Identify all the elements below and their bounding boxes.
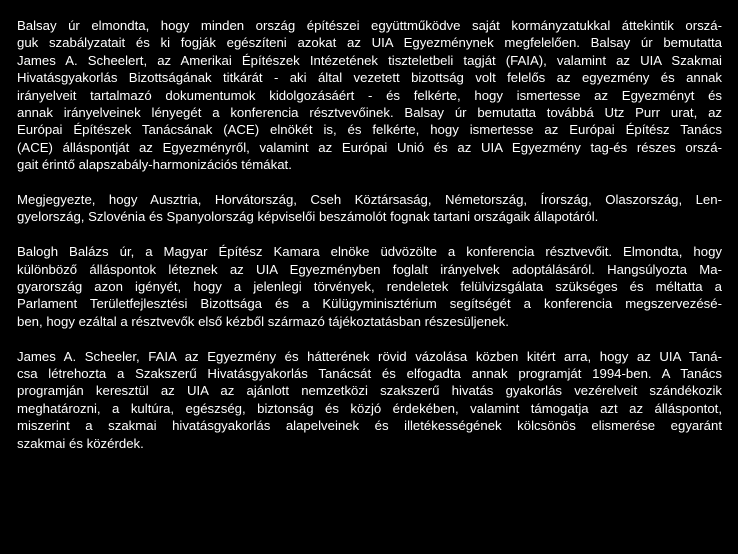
- text-line: Európai Építészek Tanácsának (ACE) elnökét is, és felkérte, hogy ismertesse az Európai Építész Tanács: [17, 122, 722, 138]
- text-line: irányelveit tartalmazó dokumentumok kidolgozásáért - és felkérte, hogy ismertesse az Egyezményt és: [17, 87, 722, 103]
- text-line: Megjegyezte, hogy Ausztria, Horvátország, Cseh Köztársaság, Németország, Írország, Olaszország, Len-: [17, 192, 722, 208]
- text-line: gyarország azon igényét, hogy a jelenlegi törvények, rendeletek felülvizsgálata szükséges és méltatta a: [17, 279, 722, 295]
- text-line: annak irányelveinek lényegét a konferencia résztvevőinek. Balsay úr bemutatta továbbá Utz Purr urat, az: [17, 105, 722, 121]
- text-line: különböző álláspontok léteznek az UIA Egyezményben foglalt irányelvek adoptálásáról. Hangsúlyozta Ma-: [17, 261, 722, 277]
- paragraph-2: [17, 191, 722, 226]
- text-line: Balsay úr elmondta, hogy minden ország építészei együttműködve saját kormányzatukkal áttekintik orszá-: [17, 18, 722, 33]
- text-line: miszerint a szakmai hivatásgyakorlás alapelveinek és illetékességének kölcsönös elismerése egyaránt: [17, 418, 722, 434]
- document-body: [17, 17, 722, 470]
- text-line: gait érintő alapszabály-harmonizációs témákat.: [17, 157, 292, 173]
- text-line: Parlament Területfejlesztési Bizottsága és a Külügyminisztérium segítségét a konferencia megszervezésé-: [17, 296, 722, 312]
- text-line: ben, hogy ezáltal a résztvevők első kézből származó tájékoztatásban részesüljenek.: [17, 313, 509, 329]
- text-line: szakmai és közérdek.: [17, 435, 144, 451]
- text-line: James A. Scheeler, FAIA az Egyezmény és hátterének rövid vázolása közben kitért arra, hogy az UIA Taná-: [17, 348, 722, 364]
- text-line: programján keresztül az UIA az ajánlott nemzetközi szakszerű hivatás gyakorlás vezérelveit szándékozik: [17, 383, 722, 399]
- text-line: csa létrehozta a Szakszerű Hivatásgyakorlás Tanácsát és elfogadta annak programját 1994-ben. A Tanács: [17, 366, 722, 382]
- text-line: Balogh Balázs úr, a Magyar Építész Kamara elnöke üdvözölte a konferencia résztvevőit. Elmondta, hogy: [17, 244, 722, 260]
- text-line: guk szabályzatait és ki fogják egészíteni azokat az UIA Egyezménynek megfelelően. Balsay úr bemutatta: [17, 35, 722, 51]
- paragraph-1: [17, 17, 722, 174]
- text-line: James A. Scheelert, az Amerikai Építészek Intézetének tiszteletbeli tagját (FAIA), valamint az UIA Szakmai: [17, 52, 722, 68]
- text-line: meghatározni, a kultúra, egészség, biztonság és közjó érdekében, valamint támogatja azt az álláspontot,: [17, 400, 722, 416]
- text-line: (ACE) álláspontját az Egyezményről, valamint az Európai Unió és az UIA Egyezmény tag-és részes orszá-: [17, 139, 722, 155]
- paragraph-4: [17, 348, 722, 452]
- text-line: gyelország, Szlovénia és Spanyolország képviselői beszámolót fognak tartani országaik állapotáról.: [17, 209, 599, 225]
- text-line: Hivatásgyakorlás Bizottságának titkárát - aki által vezetett bizottság volt felelős az egyezmény és annak: [17, 70, 722, 86]
- paragraph-3: [17, 243, 722, 330]
